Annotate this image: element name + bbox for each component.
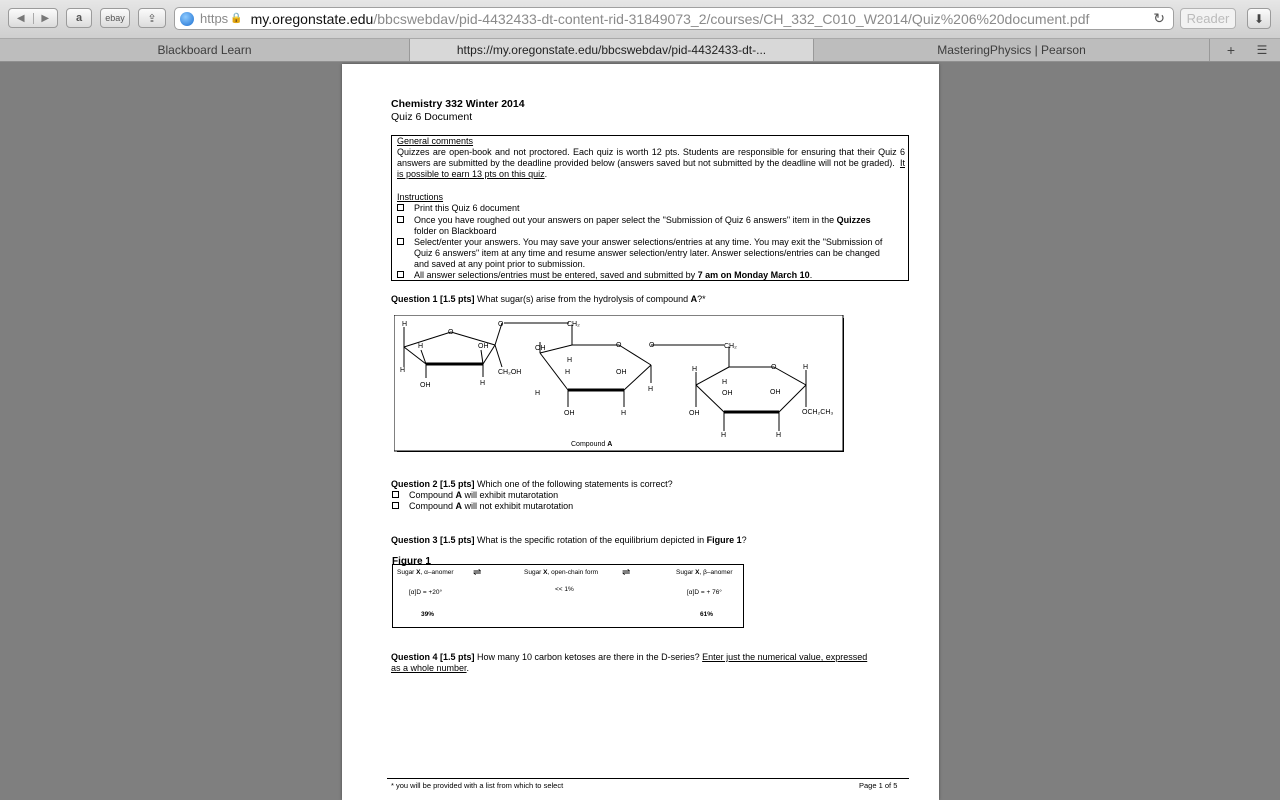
equilibrium-arrow-icon: ⇌: [622, 567, 631, 578]
instruction-text: Select/enter your answers. You may save your answer selections/entries at any time. You may exit the "Submission of Quiz 6 answers" item at any time and resume answer selection/entry later. Answer selections/entries can be changed and saved at any point prior to submission.: [414, 237, 883, 269]
tab-label: Blackboard Learn: [157, 43, 252, 57]
tab-label: MasteringPhysics | Pearson: [937, 43, 1086, 57]
atom-label: H: [565, 369, 571, 376]
q4-underlined: Enter just the numerical value, expressed as a whole number: [391, 652, 868, 673]
instructions-heading: Instructions: [397, 192, 444, 202]
q2-option: [392, 501, 573, 511]
atom-label: OH: [420, 382, 431, 389]
q3-label: Question 3 [1.5 pts]: [391, 535, 475, 545]
fig-bold: X: [416, 569, 421, 576]
option-text: Compound: [409, 501, 456, 511]
figure-1-box: [392, 564, 744, 628]
q3-tail: ?: [741, 535, 747, 545]
reader-button[interactable]: [1180, 8, 1236, 29]
doc-title: Chemistry 332 Winter 2014: [391, 98, 525, 110]
general-body: Quizzes are open-book and not proctored. Each quiz is worth 12 pts. Students are responsible for ensuring that their Quiz 6 answers are submitted by the deadline provided below (answers saved but not submitted by the deadline will not be graded).: [397, 147, 905, 168]
share-icon: ⇪: [147, 12, 157, 25]
instruction-text: [414, 215, 894, 237]
beta-rotation: [α]D = + 76°: [687, 589, 722, 596]
q1-tail: ?*: [697, 294, 706, 304]
instruction-tail: folder on Blackboard: [414, 226, 497, 236]
checkbox-icon: [397, 216, 404, 223]
q4-text: How many 10 carbon ketoses are there in the D-series?: [474, 652, 703, 662]
atom-label: H: [621, 410, 627, 417]
q1-label: Question 1 [1.5 pts]: [391, 294, 475, 304]
atom-label: OH: [770, 389, 781, 396]
atom-label: H: [648, 386, 654, 393]
q4-tail: .: [466, 663, 470, 673]
general-heading: General comments: [397, 136, 474, 146]
q1-bold: A: [690, 294, 698, 304]
atom-label: O: [498, 321, 504, 328]
question-1: [391, 294, 706, 304]
tab-quiz-pdf[interactable]: [410, 39, 814, 61]
fig-text: Sugar: [676, 569, 696, 576]
beta-anomer-label: [676, 569, 733, 576]
q2-label: Question 2 [1.5 pts]: [391, 479, 475, 489]
forward-icon[interactable]: ▶: [33, 13, 58, 24]
atom-label: H: [721, 432, 727, 439]
amazon-icon: a: [75, 12, 83, 24]
fig-bold: X: [695, 569, 700, 576]
atom-label: O: [771, 364, 777, 371]
question-3: [391, 535, 747, 545]
figure-1-label: Figure 1: [392, 556, 431, 567]
instruction-bold: 7 am on Monday March 10: [697, 270, 810, 280]
instruction-text: All answer selections/entries must be entered, saved and submitted by 7 am on Monday March 10.: [414, 270, 813, 280]
atom-label: H: [402, 321, 408, 328]
atom-label: OH: [478, 343, 489, 350]
open-chain-label: [524, 569, 598, 576]
back-icon[interactable]: ◀: [16, 12, 25, 24]
atom-label: CH₂: [724, 343, 737, 350]
atom-label: H: [776, 432, 782, 439]
footer-divider: [387, 778, 909, 779]
fig-text: , β–anomer: [699, 569, 733, 576]
ebay-label: ebay: [105, 13, 125, 23]
tab-bar: [0, 39, 1280, 62]
url-scheme: https: [200, 11, 229, 26]
compound-caption: Compound A: [571, 441, 613, 448]
open-chain-percent: << 1%: [555, 586, 574, 593]
option-text: will not exhibit mutarotation: [462, 501, 574, 511]
atom-label: CH₂OH: [498, 369, 522, 376]
new-tab-icon[interactable]: +: [1226, 42, 1236, 58]
instruction-item: [397, 215, 902, 237]
alpha-percent: 39%: [421, 611, 435, 618]
fig-text: , open-chain form: [547, 569, 599, 576]
atom-label: H: [400, 367, 406, 374]
back-forward-buttons[interactable]: [8, 8, 58, 28]
general-note: It is possible to earn 13 pts on this quiz: [397, 158, 905, 179]
atom-label: OH: [535, 345, 546, 352]
fig-bold: X: [543, 569, 548, 576]
page-number: Page 1 of 5: [859, 781, 898, 790]
atom-label: O: [616, 342, 622, 349]
q3-bold: Figure 1: [706, 535, 742, 545]
fig-text: Sugar: [397, 569, 417, 576]
checkbox-icon: [392, 491, 399, 498]
q4-label: Question 4 [1.5 pts]: [391, 652, 475, 662]
compound-a-structure: [394, 315, 847, 455]
checkbox-icon: [397, 238, 404, 245]
atom-label: O: [448, 329, 454, 336]
atom-label: H: [535, 390, 541, 397]
pdf-page: [342, 64, 939, 800]
q1-text: What sugar(s) arise from the hydrolysis of compound: [474, 294, 691, 304]
beta-percent: 61%: [700, 611, 714, 618]
downloads-button[interactable]: [1247, 8, 1271, 29]
atom-label: H: [722, 379, 728, 386]
fig-text: , α–anomer: [420, 569, 454, 576]
atom-label: OH: [689, 410, 700, 417]
option-bold: A: [455, 490, 463, 500]
instruction-item: [397, 237, 902, 270]
q2-text: Which one of the following statements is correct?: [474, 479, 673, 489]
reload-icon[interactable]: ↻: [1153, 10, 1165, 26]
ebay-bookmark-button[interactable]: [100, 8, 130, 28]
fig-text: Sugar: [524, 569, 544, 576]
url-path: /bbcswebdav/pid-4432433-dt-content-rid-31849073_2/courses/CH_332_C010_W2014/Quiz%206%20document.pdf: [373, 10, 1090, 27]
instruction-bold: Quizzes: [836, 215, 871, 225]
address-bar[interactable]: [174, 7, 1174, 30]
tab-overview-icon[interactable]: ☰: [1256, 43, 1268, 57]
doc-subtitle: Quiz 6 Document: [391, 111, 473, 123]
atom-label: H: [803, 364, 809, 371]
atom-label: OH: [722, 390, 733, 397]
checkbox-icon: [392, 502, 399, 509]
instruction-item: [397, 203, 902, 214]
alpha-rotation: [α]D = +20°: [409, 589, 443, 596]
atom-label: H: [418, 343, 424, 350]
amazon-bookmark-button[interactable]: [66, 8, 92, 28]
atom-label: O: [649, 342, 655, 349]
option-text: Compound: [409, 490, 456, 500]
general-text: Quizzes are open-book and not proctored. Each quiz is worth 12 pts. Students are responsible for ensuring that their Quiz 6 answers are submitted by the deadline provided below (answers saved but not submitted by the deadline will not be graded). It is possible to earn 13 pts on this quiz.: [397, 147, 905, 179]
atom-label: OCH₂CH₃: [802, 409, 834, 416]
question-2: [391, 479, 673, 489]
equilibrium-arrow-icon: ⇌: [473, 567, 482, 578]
atom-label: H: [480, 380, 486, 387]
atom-label: OH: [616, 369, 627, 376]
question-4: [391, 652, 871, 674]
option-text: will exhibit mutarotation: [462, 490, 559, 500]
url-host: my.oregonstate.edu: [250, 10, 374, 27]
atom-label: H: [692, 366, 698, 373]
general-comments-box: [391, 135, 909, 281]
share-button[interactable]: [138, 8, 166, 28]
instruction-text-main: All answer selections/entries must be entered, saved and submitted by: [414, 270, 698, 280]
alpha-anomer-label: [397, 569, 454, 576]
footer-note: * you will be provided with a list from which to select: [391, 781, 564, 790]
atom-label: H: [567, 357, 573, 364]
checkbox-icon: [397, 271, 404, 278]
tab-label: https://my.oregonstate.edu/bbcswebdav/pid-4432433-dt-...: [456, 43, 767, 57]
instruction-item: [397, 270, 902, 281]
q2-option: [392, 490, 558, 500]
checkbox-icon: [397, 204, 404, 211]
atom-label: CH₂: [567, 321, 580, 328]
option-bold: A: [455, 501, 463, 511]
download-icon: ⬇: [1253, 11, 1265, 26]
tab-blackboard[interactable]: [0, 39, 410, 61]
lock-icon: 🔒: [230, 13, 243, 24]
globe-icon: [180, 12, 194, 26]
atom-label: OH: [564, 410, 575, 417]
instruction-text: Print this Quiz 6 document: [414, 203, 520, 213]
instruction-text-main: Once you have roughed out your answers on paper select the "Submission of Quiz 6 answers" item in the: [414, 215, 835, 225]
reader-label: Reader: [1186, 11, 1230, 26]
q3-text: What is the specific rotation of the equilibrium depicted in: [474, 535, 707, 545]
browser-toolbar: [0, 0, 1280, 39]
tab-masteringphysics[interactable]: [814, 39, 1210, 61]
